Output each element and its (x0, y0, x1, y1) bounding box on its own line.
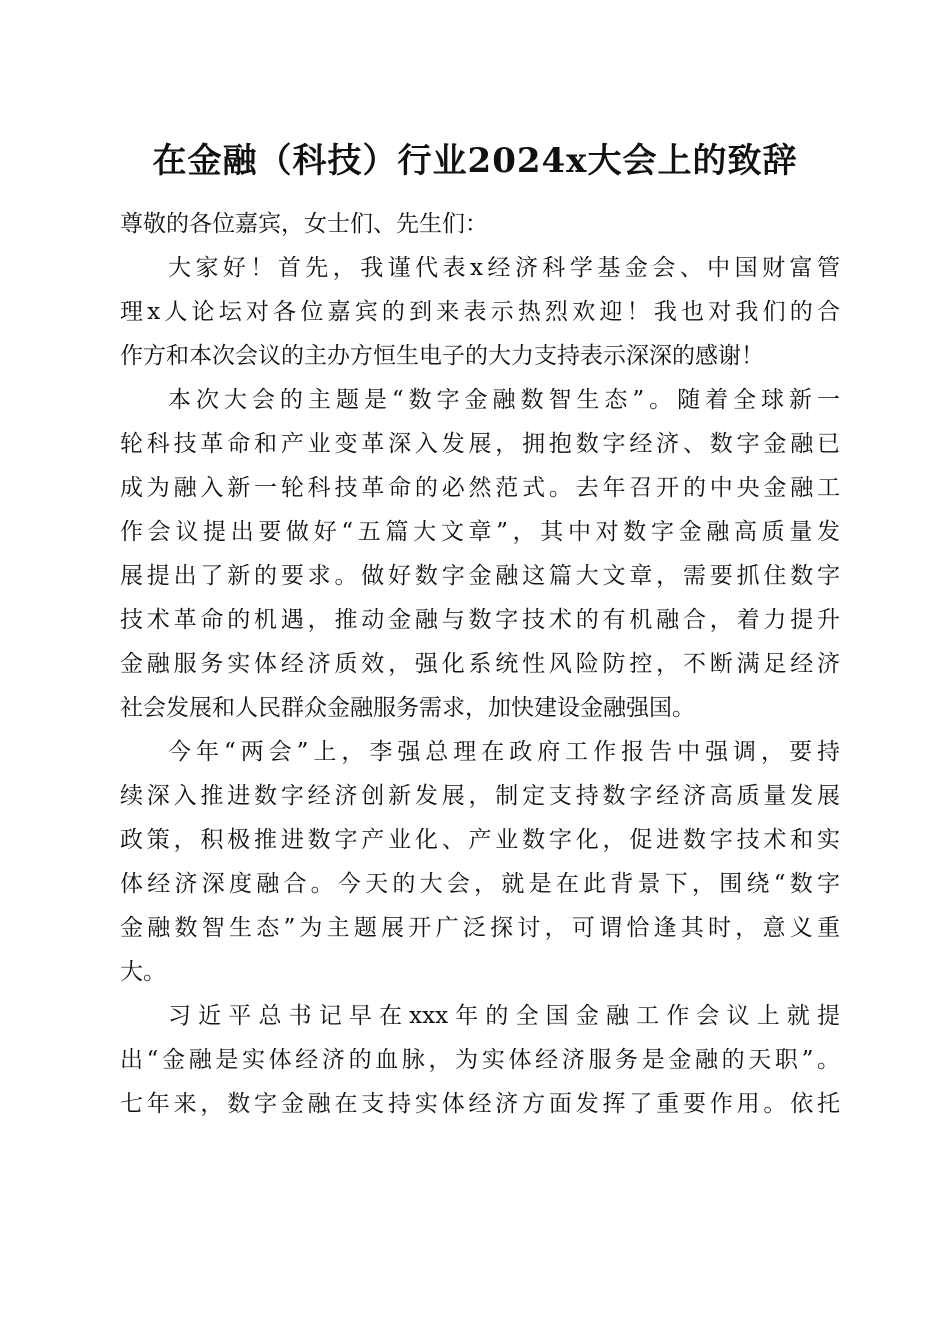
paragraph-line: 社会发展和人民群众金融服务需求，加快建设金融强国。 (120, 695, 695, 721)
paragraph-line: 习近平总书记早在xxx年的全国金融工作会议上就提 (168, 1003, 840, 1029)
paragraph-line: 政策，积极推进数字产业化、产业数字化，促进数字技术和实 (120, 827, 840, 853)
paragraph-line: 七年来，数字金融在支持实体经济方面发挥了重要作用。依托 (120, 1091, 840, 1117)
paragraph-line: 技术革命的机遇，推动金融与数字技术的有机融合，着力提升 (120, 607, 840, 633)
paragraph-line: 金融数智生态”为主题展开广泛探讨，可谓恰逢其时，意义重 (120, 915, 840, 941)
paragraph-line: 作会议提出要做好“五篇大文章”，其中对数字金融高质量发 (120, 519, 840, 545)
paragraph-line: 理x人论坛对各位嘉宾的到来表示热烈欢迎！我也对我们的合 (120, 299, 840, 325)
paragraph-line: 成为融入新一轮科技革命的必然范式。去年召开的中央金融工 (120, 475, 840, 501)
paragraph-line: 作方和本次会议的主办方恒生电子的大力支持表示深深的感谢！ (120, 343, 764, 369)
paragraph-line: 大家好！首先，我谨代表x经济科学基金会、中国财富管 (168, 255, 840, 281)
paragraph-line: 金融服务实体经济质效，强化系统性风险防控，不断满足经济 (120, 651, 840, 677)
paragraph-line: 续深入推进数字经济创新发展，制定支持数字经济高质量发展 (120, 783, 840, 809)
salutation-line: 尊敬的各位嘉宾，女士们、先生们： (120, 211, 488, 237)
paragraph-line: 本次大会的主题是“数字金融数智生态”。随着全球新一 (168, 387, 840, 413)
paragraph-line: 轮科技革命和产业变革深入发展，拥抱数字经济、数字金融已 (120, 431, 840, 457)
paragraph-line: 出“金融是实体经济的血脉，为实体经济服务是金融的天职”。 (120, 1047, 840, 1073)
paragraph-line: 展提出了新的要求。做好数字金融这篇大文章，需要抓住数字 (120, 563, 840, 589)
paragraph-line: 今年“两会”上，李强总理在政府工作报告中强调，要持 (168, 739, 840, 765)
paragraph-line: 大。 (120, 959, 166, 985)
paragraph-line: 体经济深度融合。今天的大会，就是在此背景下，围绕“数字 (120, 871, 840, 897)
document-title: 在金融（科技）行业2024x大会上的致辞 (152, 141, 798, 181)
document-body (120, 202, 840, 1126)
